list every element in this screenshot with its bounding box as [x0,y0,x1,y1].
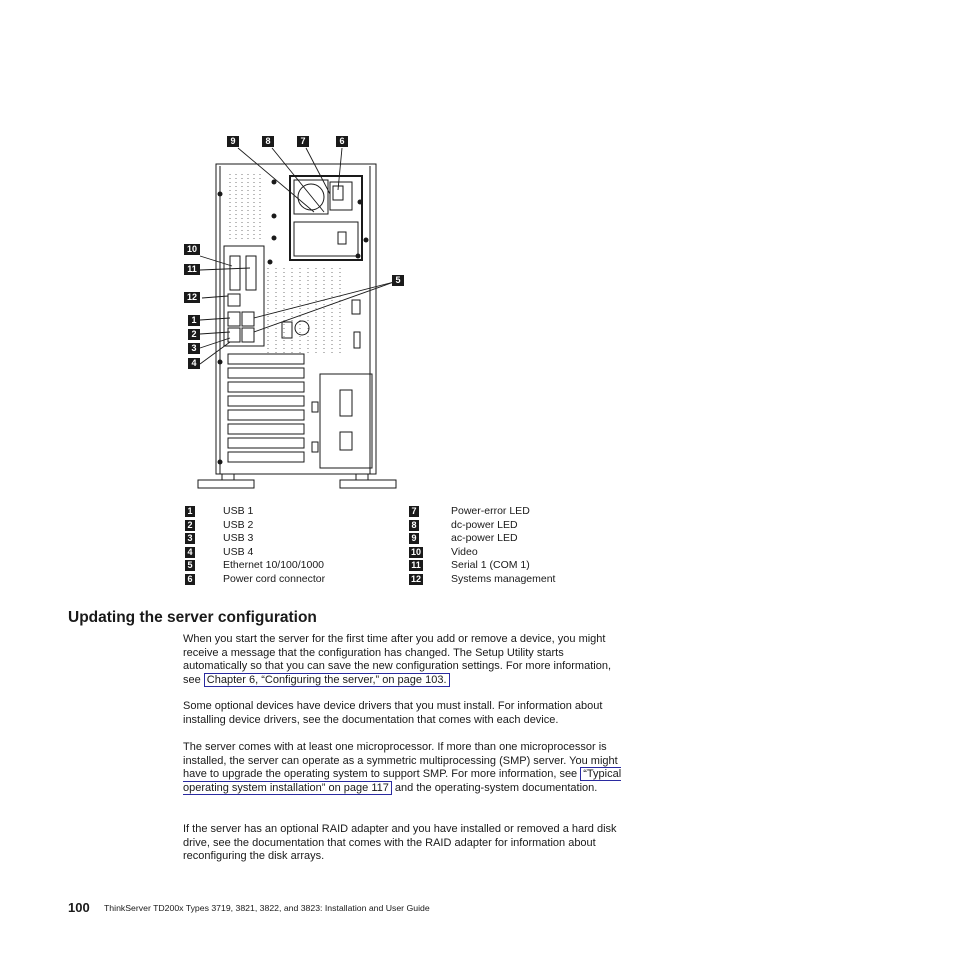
legend-label: Systems management [451,573,556,585]
legend-badge: 2 [185,520,195,531]
legend-label: Power cord connector [223,573,326,585]
legend-label: USB 1 [223,505,254,517]
callout-9: 9 [227,136,239,147]
chapter-6-link[interactable]: Chapter 6, “Configuring the server,” on page 103. [204,673,450,687]
legend-label: Power-error LED [451,505,530,517]
legend-badge: 4 [185,547,195,558]
page-number: 100 [68,900,90,915]
legend-badge: 11 [409,560,423,571]
paragraph-2: Some optional devices have device drivers that you must install. For information about installing device drivers, see the documentation that comes with each device. [183,700,603,726]
callout-12: 12 [184,292,200,303]
figure-legend-right [409,506,609,590]
legend-badge: 6 [185,574,195,585]
paragraph-text: When you start the server for the first time after you add or remove a device, you might receive a message that the configuration has changed. The Setup Utility starts automatically so that you can save the new configuration settings. For more information, see [183,633,611,687]
paragraph-text: The server comes with at least one microprocessor. If more than one microprocessor is installed, the server can operate as a symmetric multiprocessing (SMP) server. You might have to upgrade the operating system to support SMP. For more information, see [183,741,618,781]
paragraph-1 [183,633,623,688]
server-rear-drawing [180,132,420,494]
legend-label: dc-power LED [451,519,518,531]
legend-badge: 3 [185,533,195,544]
footer-title: ThinkServer TD200x Types 3719, 3821, 3822, and 3823: Installation and User Guide [104,903,430,913]
legend-label: USB 4 [223,546,254,558]
legend-badge: 10 [410,547,421,557]
legend-badge: 1 [185,506,195,517]
legend-badge: 8 [409,520,419,531]
legend-badge: 5 [185,560,195,571]
figure-legend-left [185,506,385,590]
legend-label: Video [451,546,478,558]
server-rear-view-figure [180,132,420,494]
callout-5: 5 [392,275,404,286]
callout-3: 3 [188,343,200,354]
os-installation-link[interactable]: “Typical operating system installation” on page 117 [183,768,622,795]
paragraph-text: and the operating-system documentation. [391,782,598,795]
legend-label: Serial 1 (COM 1) [451,559,530,571]
callout-7: 7 [297,136,309,147]
callout-8: 8 [262,136,274,147]
callout-6: 6 [336,136,348,147]
callout-1: 1 [188,315,200,326]
legend-label: Ethernet 10/100/1000 [223,559,325,571]
legend-label: ac-power LED [451,532,518,544]
paragraph-4: If the server has an optional RAID adapter and you have installed or removed a hard disk drive, see the documentation that comes with the RAID adapter for information about reconfiguring the disk arrays. [183,823,617,863]
legend-badge: 12 [410,574,421,584]
callout-4: 4 [188,358,200,369]
callout-2: 2 [188,329,200,340]
legend-label: USB 3 [223,532,254,544]
legend-label: USB 2 [223,519,254,531]
paragraph-3 [183,741,623,796]
legend-badge: 9 [409,533,419,544]
legend-badge: 7 [409,506,419,517]
section-heading: Updating the server configuration [68,609,317,626]
callout-11: 11 [184,264,200,275]
callout-10: 10 [184,244,200,255]
